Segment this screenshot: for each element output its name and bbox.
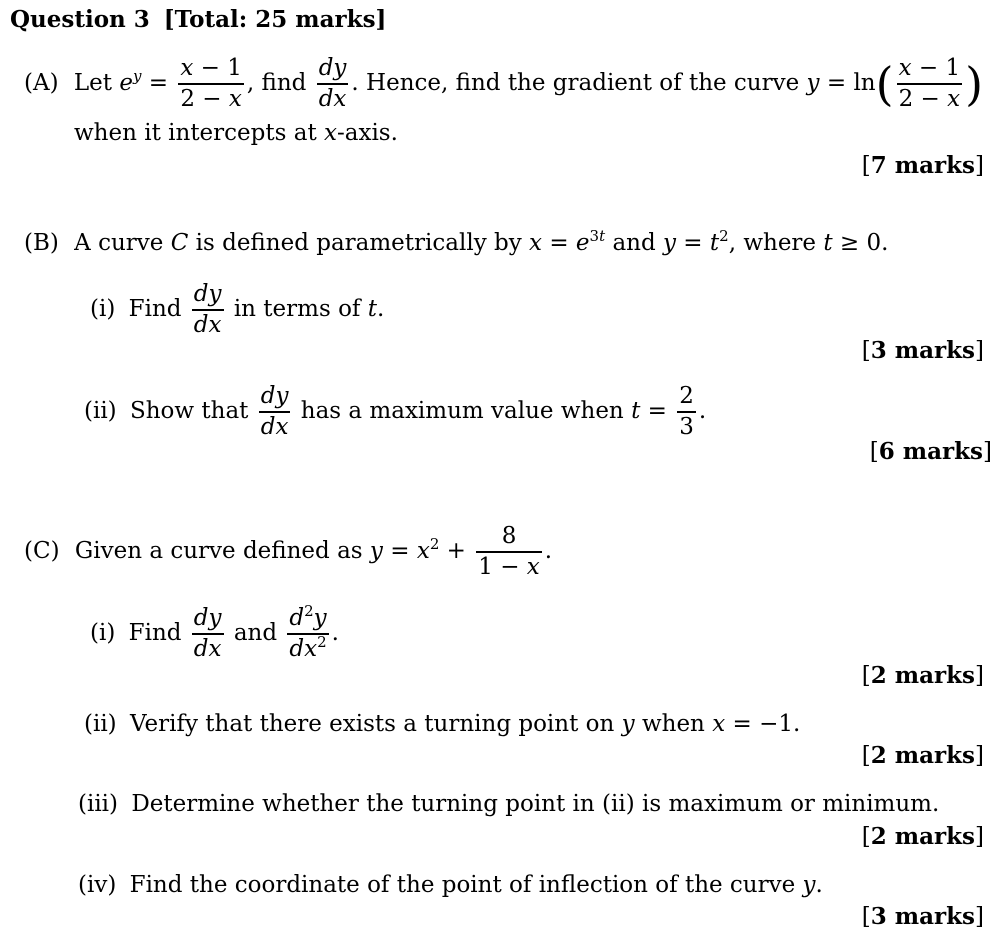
part-c-i: (i) Find $\frac{dy}{dx}$ and $\frac{d^2y}{dx^2}$ . [90, 602, 339, 662]
marks-badge: [7 marks] [861, 152, 984, 179]
part-b-ii: (ii) Show that $\frac{dy}{dx}$ has a maximum value when t = $\frac{2}{3}$ . [84, 383, 707, 440]
fraction: $\frac{8}{1 - x}$ [478, 523, 540, 580]
fraction: $\frac{dy}{dx}$ [318, 55, 347, 112]
fraction: $\frac{d^2y}{dx^2}$ [289, 602, 327, 662]
marks-badge: [3 marks] [861, 337, 984, 364]
fraction: $\frac{x - 1}{2 - x}$ [898, 55, 961, 112]
fraction: $\frac{dy}{dx}$ [193, 281, 222, 338]
part-a-line1: (A) Let $e^y$ = $\frac{x - 1}{2 - x}$ , find $\frac{dy}{dx}$ . Hence, find the gradient of the curve y = ln( $\frac{x - 1}{2 - x}$ ) [24, 55, 984, 112]
marks-badge: [6 marks] [869, 438, 992, 465]
part-c-line1: (C) Given a curve defined as $y = x^2$ + $\frac{8}{1 - x}$ . [24, 523, 553, 580]
fraction: $\frac{dy}{dx}$ [193, 605, 222, 662]
fraction: $\frac{dy}{dx}$ [260, 383, 289, 440]
fraction: $\frac{x - 1}{2 - x}$ [180, 55, 242, 112]
part-a-line2: when it intercepts at x-axis. [74, 120, 398, 146]
marks-badge: [2 marks] [861, 823, 984, 850]
part-b-i: (i) Find $\frac{dy}{dx}$ in terms of t. [90, 281, 385, 338]
part-c-ii: (ii) Verify that there exists a turning point on y when x = −1. [84, 711, 801, 737]
question-heading: Question 3 [Total: 25 marks] [10, 6, 387, 33]
marks-badge: [2 marks] [861, 742, 984, 769]
fraction: $\frac{2}{3}$ [679, 383, 694, 440]
marks-badge: [3 marks] [861, 903, 984, 930]
part-c-iv: (iv) Find the coordinate of the point of inflection of the curve y. [78, 872, 823, 898]
marks-badge: [2 marks] [861, 662, 984, 689]
part-a-label: (A) [24, 70, 59, 97]
part-b-line1: (B) A curve C is defined parametrically by $x = e^{3t}$ and $y = t^2$, where t ≥ 0. [24, 227, 889, 256]
part-c-iii: (iii) Determine whether the turning point in (ii) is maximum or minimum. [78, 791, 940, 817]
question-total: [Total: 25 marks] [163, 6, 387, 33]
